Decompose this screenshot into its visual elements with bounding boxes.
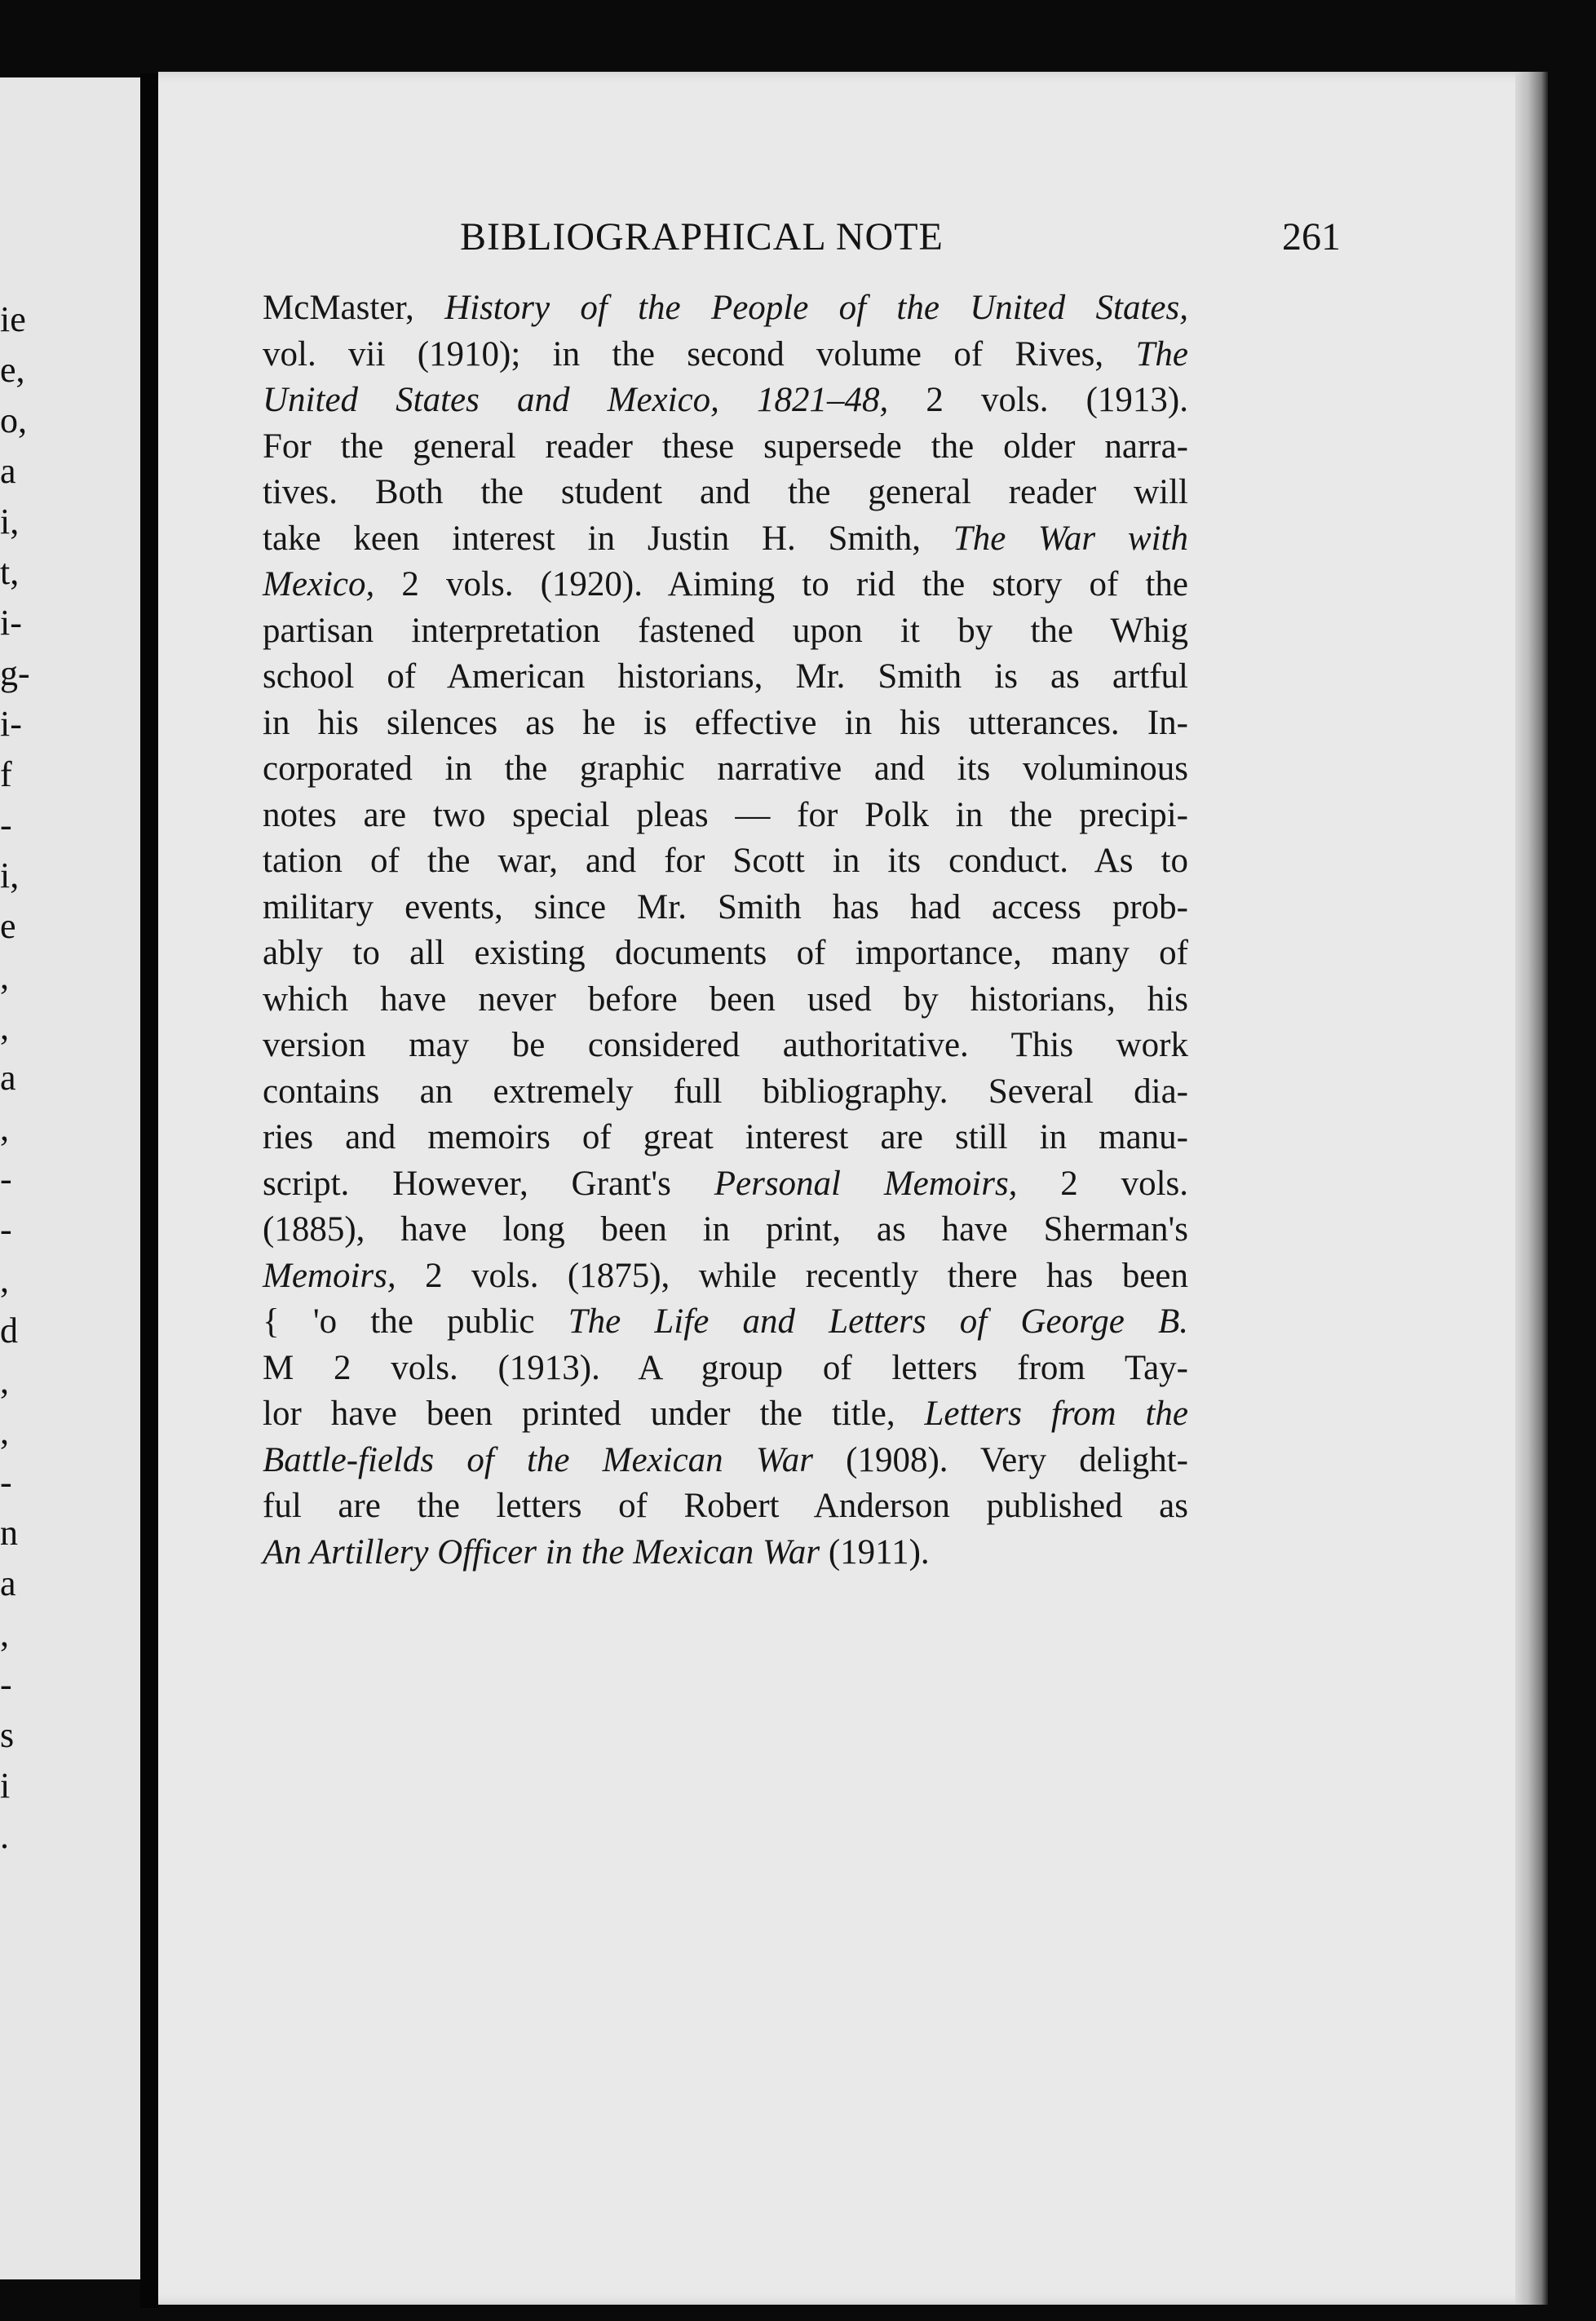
page-number: 261	[1282, 215, 1341, 259]
adjacent-page-fragment: s	[0, 1715, 15, 1755]
text-line	[263, 1530, 1188, 1576]
italic-title-text: Battle-fields of the Mexican War	[263, 1440, 813, 1479]
italic-title-text: United States and Mexico, 1821–48,	[263, 381, 889, 419]
line-text: corporated in the graphic narrative and its voluminous	[263, 749, 1188, 788]
adjacent-page-fragment: a	[0, 451, 16, 491]
line-text: version may be considered authoritative. This work	[263, 1026, 1188, 1064]
italic-title-text: Mexico,	[263, 565, 375, 603]
line-text: For the general reader these supersede the older narra-	[263, 427, 1188, 466]
adjacent-page-fragment: e	[0, 906, 16, 946]
text-line	[263, 977, 1188, 1023]
adjacent-page-fragment: -	[0, 805, 12, 845]
text-line	[263, 885, 1188, 931]
text-line	[263, 1483, 1188, 1530]
adjacent-page-fragment: i-	[0, 603, 22, 643]
text-line	[263, 746, 1188, 793]
adjacent-page-fragment: e,	[0, 350, 25, 390]
line-text: 2 vols. (1913).	[888, 381, 1188, 419]
adjacent-page-fragment: .	[0, 1816, 9, 1856]
line-text: in his silences as he is effective in his utterances. In-	[263, 703, 1188, 742]
adjacent-page-fragment: ,	[0, 1361, 9, 1401]
adjacent-page-fragment: -	[0, 1462, 12, 1502]
italic-title-text: Personal Memoirs,	[714, 1164, 1018, 1203]
line-text: ably to all existing documents of importance, many of	[263, 934, 1188, 972]
adjacent-page-fragment: o,	[0, 400, 27, 440]
line-text: lor have been printed under the title,	[263, 1395, 925, 1433]
italic-title-text: History of the People of the United States,	[444, 289, 1188, 327]
line-text: partisan interpretation fastened upon it by the Whig	[263, 611, 1188, 650]
adjacent-page-fragment: t,	[0, 552, 20, 592]
running-head	[460, 214, 1341, 263]
text-line	[263, 424, 1188, 471]
line-text: tation of the war, and for Scott in its conduct. As to	[263, 842, 1188, 880]
text-line	[263, 608, 1188, 655]
line-text: tives. Both the student and the general reader will	[263, 473, 1188, 511]
adjacent-page-fragment: n	[0, 1513, 18, 1553]
line-text: ries and memoirs of great interest are still in manu-	[263, 1118, 1188, 1156]
line-text: (1911).	[820, 1532, 930, 1572]
running-head-title: BIBLIOGRAPHICAL NOTE	[460, 215, 944, 259]
page-edge-shadow	[1515, 72, 1548, 2305]
line-text: ful are the letters of Robert Anderson published as	[263, 1487, 1188, 1525]
adjacent-page-edge	[0, 77, 140, 2279]
adjacent-page-fragments	[0, 77, 140, 2279]
line-text: vol. vii (1910); in the second volume of Rives,	[263, 334, 1136, 374]
text-line	[263, 931, 1188, 977]
text-line	[263, 1391, 1188, 1438]
text-line	[263, 285, 1188, 332]
line-text: 2 vols. (1875), while recently there has been	[396, 1256, 1188, 1295]
text-line	[263, 1069, 1188, 1116]
text-line	[263, 793, 1188, 839]
line-text: (1908). Very delight-	[812, 1440, 1188, 1479]
text-line	[263, 470, 1188, 516]
adjacent-page-fragment: ,	[0, 1260, 9, 1300]
line-text: which have never before been used by historians, his	[263, 979, 1188, 1019]
adjacent-page-fragment: d	[0, 1311, 18, 1351]
line-text: contains an extremely full bibliography. Several dia-	[263, 1072, 1188, 1111]
adjacent-page-fragment: g-	[0, 653, 30, 693]
italic-title-text: The War with	[953, 519, 1188, 558]
text-line	[263, 1438, 1188, 1484]
text-line	[263, 1299, 1188, 1346]
adjacent-page-fragment: ,	[0, 1614, 9, 1654]
line-text: (1885), have long been in print, as have Sherman's	[263, 1210, 1188, 1249]
text-line	[263, 378, 1188, 424]
adjacent-page-fragment: ie	[0, 299, 26, 339]
line-text: take keen interest in Justin H. Smith,	[263, 519, 953, 558]
text-line	[263, 654, 1188, 701]
adjacent-page-fragment: -	[0, 1159, 12, 1199]
italic-title-text: An Artillery Officer in the Mexican War	[263, 1532, 820, 1572]
line-text: notes are two special pleas — for Polk in the precipi-	[263, 795, 1188, 834]
text-line	[263, 701, 1188, 747]
line-text: M	[263, 1348, 294, 1387]
line-text: 'o the public	[312, 1302, 568, 1341]
line-text: 2 vols. (1920). Aiming to rid the story of the	[374, 565, 1188, 603]
text-line	[263, 1023, 1188, 1069]
text-line	[263, 838, 1188, 885]
adjacent-page-fragment: ,	[0, 1412, 9, 1452]
text-line	[263, 1207, 1188, 1253]
adjacent-page-fragment: a	[0, 1563, 16, 1603]
line-text: {	[263, 1302, 313, 1341]
body-paragraph	[263, 285, 1188, 1576]
line-text: military events, since Mr. Smith has had access prob-	[263, 887, 1188, 926]
text-line	[263, 1161, 1188, 1208]
adjacent-page-fragment: -	[0, 1209, 12, 1249]
adjacent-page-fragment: ,	[0, 957, 9, 997]
text-line	[263, 332, 1188, 378]
adjacent-page-fragment: ,	[0, 1108, 9, 1148]
text-line	[263, 562, 1188, 608]
adjacent-page-fragment: i	[0, 1766, 11, 1806]
adjacent-page-fragment: ,	[0, 1007, 9, 1047]
italic-title-text: The	[1135, 334, 1188, 374]
italic-title-text: Memoirs,	[263, 1256, 396, 1295]
text-line	[263, 1346, 1188, 1392]
italic-title-text: Letters from the	[924, 1395, 1189, 1433]
adjacent-page-fragment: a	[0, 1058, 16, 1098]
line-text: McMaster,	[263, 289, 445, 327]
text-line	[263, 516, 1188, 563]
text-line	[263, 1253, 1188, 1300]
adjacent-page-fragment: i,	[0, 855, 20, 895]
line-text: script. However, Grant's	[263, 1164, 714, 1203]
text-line	[263, 1115, 1188, 1161]
adjacent-page-fragment: i-	[0, 704, 22, 744]
adjacent-page-fragment: i,	[0, 502, 20, 542]
line-text: school of American historians, Mr. Smith is as artful	[263, 657, 1188, 696]
adjacent-page-fragment: -	[0, 1664, 12, 1704]
line-text: 2 vols. (1913). A group of letters from Tay-	[294, 1348, 1188, 1387]
italic-title-text: The Life and Letters of George B.	[568, 1302, 1189, 1341]
book-page	[158, 72, 1548, 2305]
book-gutter	[140, 73, 158, 2308]
line-text: 2 vols.	[1017, 1164, 1188, 1203]
adjacent-page-fragment: f	[0, 754, 12, 794]
